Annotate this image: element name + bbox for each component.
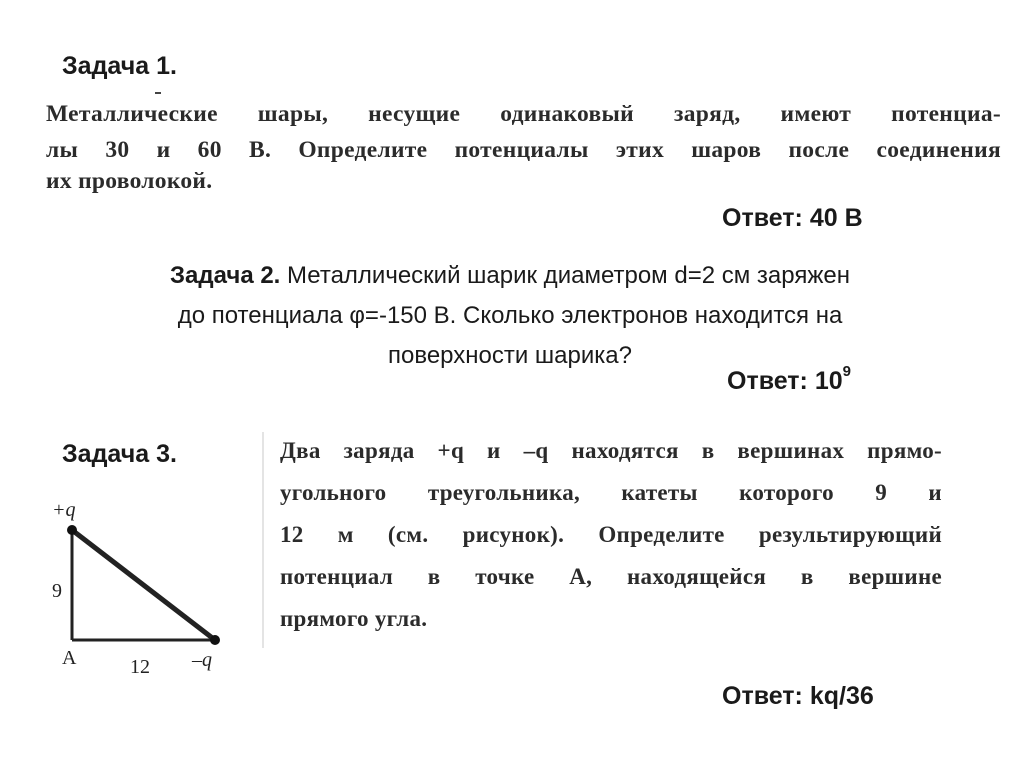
task2-text xyxy=(40,256,980,376)
task3-heading: Задача 3. xyxy=(62,440,177,468)
hypotenuse-line xyxy=(72,530,215,640)
task2-line-1 xyxy=(40,256,980,296)
task2-answer xyxy=(727,363,851,396)
positive-charge-label: +q xyxy=(52,499,76,521)
vertical-leg-label: 9 xyxy=(52,580,62,602)
task2-heading: Задача 2. xyxy=(170,262,281,289)
task3-line-4: потенциал в точке А, находящейся в вершине xyxy=(280,564,942,589)
task2-line-1-text: Металлический шарик диаметром d=2 см заряжен xyxy=(287,262,850,289)
task1-line-1: Металлические шары, несущие одинаковый заряд, имеют потенциа- xyxy=(46,101,1001,127)
task2-answer-prefix: Ответ: 10 xyxy=(727,367,843,395)
task3-line-2: угольного треугольника, катеты которого 9 и xyxy=(280,480,942,505)
task1-heading: Задача 1. xyxy=(62,52,177,80)
task1-text xyxy=(46,94,1001,202)
negative-charge-dot xyxy=(210,635,220,645)
task3-text xyxy=(280,430,942,640)
task1-line-3: их проволокой. xyxy=(46,168,213,194)
task2-line-3: поверхности шарика? xyxy=(388,342,632,369)
scan-border xyxy=(262,432,264,648)
negative-charge-label: –q xyxy=(192,649,212,671)
task1-line-2: лы 30 и 60 В. Определите потенциалы этих шаров после соединения xyxy=(46,137,1001,163)
task2-answer-exponent: 9 xyxy=(842,363,851,380)
task3-line-3: 12 м (см. рисунок). Определите результирующий xyxy=(280,522,942,547)
corner-a-label: A xyxy=(62,647,77,669)
task3-line-5: прямого угла. xyxy=(280,606,428,631)
triangle-diagram xyxy=(44,492,244,682)
horizontal-leg-label: 12 xyxy=(130,656,150,678)
task1-answer: Ответ: 40 В xyxy=(722,204,863,232)
task2-line-2: до потенциала φ=-150 В. Сколько электронов находится на xyxy=(177,302,843,329)
task3-answer: Ответ: kq/36 xyxy=(722,682,874,710)
positive-charge-dot xyxy=(67,525,77,535)
task3-line-1: Два заряда +q и –q находятся в вершинах прямо- xyxy=(280,438,942,463)
